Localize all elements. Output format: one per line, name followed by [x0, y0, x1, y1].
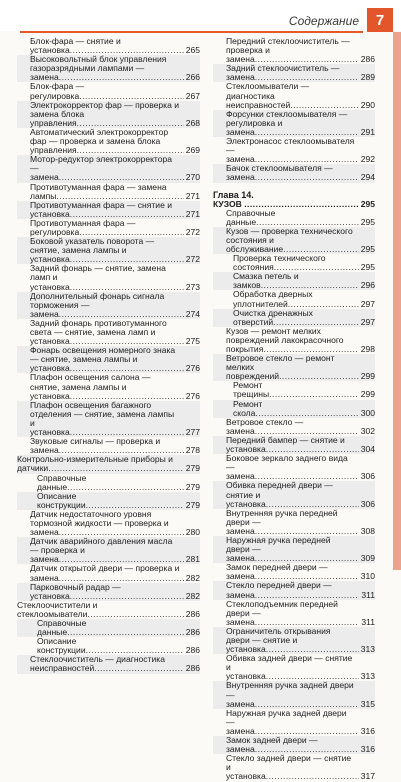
toc-entry-page: 295: [360, 262, 375, 273]
page-number-badge: 7: [367, 8, 393, 32]
toc-entry[interactable]: [17, 101, 200, 128]
toc-entry-text: Кузов — ремонт мелких повреждений лакокрасочного покрытия .....: [226, 327, 375, 354]
toc-entry[interactable]: [17, 537, 200, 564]
toc-entry-page: 313: [360, 644, 375, 655]
toc-entry-page: 316: [360, 725, 375, 736]
toc-entry-text: Справочные данные .....: [226, 209, 375, 227]
toc-entry[interactable]: [17, 474, 200, 492]
toc-entry-page: 270: [185, 172, 200, 183]
toc-entry-page: 272: [185, 254, 200, 265]
toc-entry-page: 300: [360, 407, 375, 418]
toc-entry-text: Справочные данные .....: [37, 474, 200, 492]
toc-entry-page: 289: [360, 72, 375, 83]
toc-entry[interactable]: [213, 110, 375, 137]
toc-entry-page: 274: [185, 308, 200, 319]
toc-right-section-a: [213, 37, 375, 183]
toc-entry-text: Стеклоомыватели — диагностика неисправностей .....: [226, 82, 375, 109]
toc-entry-text: Электронасос стеклоомывателя — замена .....: [226, 137, 375, 164]
toc-entry-text: Замок задней двери — замена .....: [226, 736, 375, 754]
toc-entry-text: Справочные данные .....: [37, 619, 200, 637]
toc-entry-page: 316: [360, 744, 375, 755]
toc-entry-page: 276: [185, 363, 200, 374]
chapter-heading: [213, 190, 375, 200]
toc-entry-text: Высоковольтный блок управления газоразрядными лампами — замена .....: [30, 55, 200, 82]
header-rule: [20, 31, 363, 33]
toc-entry-page: 311: [361, 589, 375, 600]
toc-entry-page: 267: [185, 90, 200, 101]
toc-entry[interactable]: [213, 137, 375, 164]
toc-entry-page: 286: [185, 608, 200, 619]
toc-entry-text: Плафон освещения багажного отделения — снятие, замена лампы и установка .....: [30, 401, 200, 437]
toc-entry-text: Бачок стеклоомывателя — замена .....: [226, 164, 375, 182]
toc-entry[interactable]: [213, 736, 375, 754]
toc-entry-text: Датчик недостаточного уровня тормозной жидкости — проверка и замена .....: [30, 510, 200, 537]
toc-entry-page: 297: [360, 298, 375, 309]
toc-entry-text: Плафон освещения салона — снятие, замена лампы и установка .....: [30, 373, 200, 400]
toc-entry[interactable]: [17, 437, 200, 455]
toc-entry-text: Электрокорректор фар — проверка и замена блока управления .....: [30, 101, 200, 128]
toc-entry-text: Наружная ручка передней двери — замена .....: [226, 536, 375, 563]
toc-entry-text: Датчик аварийного давления масла — проверка и замена .....: [30, 537, 200, 564]
toc-entry[interactable]: [213, 418, 375, 436]
toc-entry-text: Блок-фара — регулировка .....: [30, 82, 200, 100]
toc-entry[interactable]: [213, 327, 375, 354]
toc-entry[interactable]: [213, 481, 375, 508]
toc-entry-text: Описание конструкции .....: [37, 492, 200, 510]
toc-entry[interactable]: [213, 709, 375, 736]
toc-entry[interactable]: [17, 637, 200, 655]
toc-entry-page: 273: [185, 281, 200, 292]
toc-entry[interactable]: [17, 55, 200, 82]
toc-entry-page: 268: [185, 117, 200, 128]
toc-entry-page: 272: [185, 226, 200, 237]
toc-entry[interactable]: [17, 319, 200, 346]
toc-entry-page: 286: [185, 627, 200, 638]
toc-entry-text: Блок-фара — снятие и установка .....: [30, 37, 200, 55]
toc-entry[interactable]: [213, 309, 375, 327]
toc-entry[interactable]: [213, 272, 375, 290]
toc-entry-page: 286: [185, 663, 200, 674]
toc-entry-text: Дополнительный фонарь сигнала торможения — замена .....: [30, 292, 200, 319]
toc-entry-page: 266: [185, 72, 200, 83]
toc-entry-page: 276: [185, 390, 200, 401]
toc-entry[interactable]: [17, 128, 200, 155]
toc-entry[interactable]: [17, 655, 200, 673]
toc-entry-page: 278: [185, 445, 200, 456]
toc-entry[interactable]: [17, 564, 200, 582]
toc-entry-page: 308: [360, 525, 375, 536]
toc-right-section-b: [213, 209, 375, 782]
toc-entry-text: Звуковые сигналы — проверка и замена .....: [30, 437, 200, 455]
toc-entry-page: 315: [360, 698, 375, 709]
toc-entry-page: 265: [185, 45, 200, 56]
toc-entry-text: Стеклоочиститель — диагностика неисправностей .....: [30, 655, 200, 673]
toc-entry-page: 279: [185, 463, 200, 474]
toc-entry-page: 294: [360, 172, 375, 183]
toc-entry[interactable]: [17, 455, 200, 473]
toc-entry[interactable]: [213, 209, 375, 227]
toc-entry-page: 277: [185, 427, 200, 438]
toc-entry-text: Проверка технического состояния .....: [233, 254, 375, 272]
toc-entry[interactable]: [17, 346, 200, 373]
toc-entry-text: Обивка задней двери — снятие и установка .....: [226, 654, 375, 681]
toc-entry[interactable]: [17, 510, 200, 537]
toc-entry-page: 281: [185, 554, 200, 565]
toc-entry-page: 292: [360, 154, 375, 165]
toc-entry[interactable]: [213, 290, 375, 308]
chapter-label: Глава 14.: [213, 189, 254, 200]
toc-entry-page: 299: [360, 371, 375, 382]
toc-entry[interactable]: [17, 201, 200, 219]
toc-entry-page: 298: [360, 344, 375, 354]
toc-entry[interactable]: [213, 563, 375, 581]
toc-entry-page: 291: [360, 126, 375, 137]
toc-entry[interactable]: [213, 600, 375, 627]
toc-entry-text: Обработка дверных уплотнителей .....: [233, 290, 375, 308]
toc-left-column: [17, 37, 200, 674]
toc-entry-page: 286: [360, 54, 375, 65]
toc-entry[interactable]: [17, 373, 200, 400]
toc-entry-page: 286: [185, 645, 200, 656]
toc-entry[interactable]: [17, 601, 200, 619]
toc-entry[interactable]: [213, 400, 375, 418]
toc-entry-page: 297: [360, 316, 375, 327]
toc-entry-text: Обивка передней двери — снятие и установка .....: [226, 481, 375, 508]
toc-entry[interactable]: [17, 237, 200, 264]
toc-entry-page: 295: [360, 216, 375, 227]
toc-entry-page: 306: [360, 498, 375, 509]
toc-entry-text: Стеклоподъемник передней двери — замена .....: [226, 600, 375, 627]
toc-entry[interactable]: [213, 654, 375, 681]
toc-entry-text: Фонарь освещения номерного знака — снятие, замена лампы и установка .....: [30, 346, 200, 373]
toc-entry-page: 271: [185, 190, 200, 201]
toc-entry-text: Противотуманная фара — регулировка .....: [30, 219, 200, 237]
toc-entry-text: Очистка дренажных отверстий .....: [233, 309, 375, 327]
toc-entry-page: 271: [185, 208, 200, 219]
chapter-title-entry[interactable]: [213, 200, 375, 209]
toc-entry-text: Внутренняя ручка задней двери — замена .....: [226, 681, 375, 708]
toc-entry-page: 269: [185, 145, 200, 156]
toc-entry[interactable]: [213, 64, 375, 82]
toc-entry[interactable]: [17, 37, 200, 55]
toc-entry[interactable]: [17, 219, 200, 237]
toc-entry[interactable]: [17, 619, 200, 637]
page-header-title: Содержание: [288, 14, 359, 28]
toc-entry[interactable]: [213, 581, 375, 599]
toc-entry-page: 282: [185, 590, 200, 601]
toc-entry[interactable]: [17, 264, 200, 291]
toc-entry-text: Передний стеклоочиститель — проверка и замена .....: [226, 37, 375, 64]
toc-entry-text: Смазка петель и замков .....: [233, 272, 375, 290]
toc-entry-text: Боковой указатель поворота — снятие, замена лампы и установка .....: [30, 237, 200, 264]
toc-entry[interactable]: [17, 401, 200, 437]
toc-entry-text: Форсунки стеклоомывателя — регулировка и замена .....: [226, 110, 375, 137]
toc-entry-text: Описание конструкции .....: [37, 637, 200, 655]
toc-entry-page: 280: [185, 527, 200, 538]
toc-entry-page: 295: [360, 243, 375, 254]
toc-entry-page: 306: [360, 471, 375, 482]
chapter-title-page: 295: [360, 199, 375, 209]
toc-entry-page: 296: [360, 280, 375, 291]
toc-entry-text: Стеклоочистители и стеклоомыватели .....: [17, 601, 200, 619]
toc-entry-text: Задний фонарь противотуманного света — снятие, замена ламп и установка .....: [30, 319, 200, 346]
toc-entry[interactable]: [213, 436, 375, 454]
toc-entry[interactable]: [213, 254, 375, 272]
toc-entry[interactable]: [213, 627, 375, 654]
toc-entry-text: Датчик открытой двери — проверка и замена .....: [30, 564, 200, 582]
toc-entry-text: Задний стеклоочиститель — замена .....: [226, 64, 375, 82]
toc-entry[interactable]: [213, 164, 375, 182]
toc-entry[interactable]: [17, 183, 200, 201]
toc-entry[interactable]: [213, 82, 375, 109]
chapter-title-leader: [213, 200, 375, 209]
toc-entry-page: 275: [185, 336, 200, 347]
toc-entry-text: Передний бампер — снятие и установка .....: [226, 436, 375, 454]
toc-entry-text: Кузов — проверка технического состояния и обслуживание .....: [226, 227, 375, 254]
toc-entry-page: 279: [185, 499, 200, 510]
toc-entry-page: 282: [185, 572, 200, 583]
toc-entry-text: Наружная ручка задней двери — замена .....: [226, 709, 375, 736]
toc-entry[interactable]: [17, 155, 200, 182]
toc-entry[interactable]: [213, 454, 375, 481]
toc-entry-text: Ветровое стекло — замена .....: [226, 418, 375, 436]
toc-entry-text: Ветровое стекло — ремонт мелких повреждений .....: [226, 354, 375, 381]
toc-entry-page: 310: [360, 571, 375, 582]
toc-entry[interactable]: [213, 536, 375, 563]
toc-entry-text: Стекло задней двери — снятие и установка .....: [226, 754, 375, 781]
toc-entry-text: Ремонт скола .....: [233, 400, 375, 418]
toc-entry-text: Внутренняя ручка передней двери — замена .....: [226, 509, 375, 536]
toc-entry[interactable]: [17, 492, 200, 510]
toc-entry[interactable]: [213, 37, 375, 64]
toc-entry-text: Боковое зеркало заднего вида — замена .....: [226, 454, 375, 481]
toc-entry-text: Контрольно-измерительные приборы и датчики .....: [17, 455, 200, 473]
toc-entry-page: 290: [360, 99, 375, 110]
toc-entry-page: 299: [360, 389, 375, 400]
toc-right-column: [213, 37, 375, 782]
chapter-title-text: КУЗОВ: [213, 199, 242, 209]
toc-entry-text: Ремонт трещины .....: [233, 381, 375, 399]
toc-entry-page: 317: [360, 771, 375, 782]
toc-entry[interactable]: [213, 227, 375, 254]
toc-entry-text: Мотор-редуктор электрокорректора — замена .....: [30, 155, 200, 182]
toc-entry-page: 313: [360, 671, 375, 682]
toc-entry-text: Противотуманная фара — замена лампы .....: [30, 183, 200, 201]
toc-entry[interactable]: [213, 681, 375, 708]
toc-entry-page: 309: [360, 553, 375, 564]
toc-entry[interactable]: [213, 509, 375, 536]
toc-entry-text: Парковочный радар — установка .....: [30, 583, 200, 601]
toc-entry-text: Замок передней двери — замена .....: [226, 563, 375, 581]
toc-entry[interactable]: [17, 82, 200, 100]
toc-entry[interactable]: [17, 292, 200, 319]
toc-entry[interactable]: [213, 754, 375, 781]
toc-entry-text: Противотуманная фара — снятие и установка .....: [30, 201, 200, 219]
toc-entry[interactable]: [213, 354, 375, 381]
toc-entry-page: 304: [360, 444, 375, 455]
toc-entry-page: 302: [360, 425, 375, 436]
toc-entry-text: Ограничитель открывания двери — снятие и установка .....: [226, 627, 375, 654]
toc-entry-page: 279: [185, 481, 200, 492]
toc-entry-text: Автоматический электрокорректор фар — проверка и замена блока управления .....: [30, 128, 200, 155]
toc-entry[interactable]: [17, 583, 200, 601]
toc-entry-page: 311: [361, 616, 375, 627]
toc-entry[interactable]: [213, 381, 375, 399]
toc-entry-text: Стекло передней двери — замена .....: [226, 581, 375, 599]
toc-entry-text: Задний фонарь — снятие, замена ламп и установка .....: [30, 264, 200, 291]
side-color-strip: [393, 32, 401, 570]
